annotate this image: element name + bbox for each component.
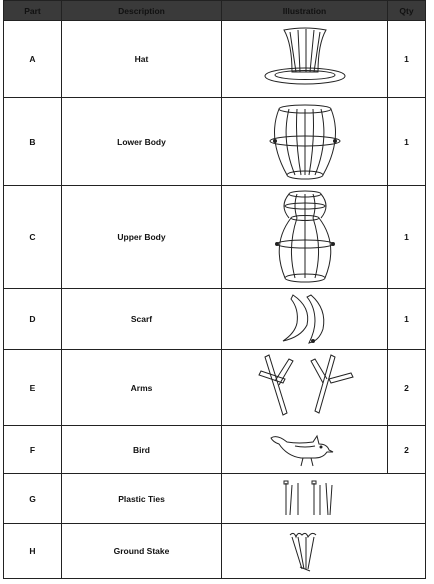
table-row — [4, 186, 426, 289]
part-illustration — [222, 350, 388, 426]
part-illustration — [222, 21, 388, 98]
part-qty: 2 — [388, 350, 426, 426]
parts-table — [3, 0, 426, 579]
header-description: Description — [62, 1, 222, 21]
part-description: Lower Body — [62, 98, 222, 186]
part-description: Scarf — [62, 289, 222, 350]
part-description: Bird — [62, 426, 222, 474]
scarf-frame-icon — [265, 291, 345, 347]
part-illustration — [222, 289, 388, 350]
part-letter: G — [4, 474, 62, 524]
parts-list — [3, 0, 426, 579]
table-row — [4, 350, 426, 426]
table-row — [4, 426, 426, 474]
table-row — [4, 98, 426, 186]
arms-frame-icon — [255, 353, 355, 423]
table-header-row — [4, 1, 426, 21]
hat-frame-icon — [260, 24, 350, 94]
part-illustration — [222, 186, 388, 289]
ground-stake-icon — [284, 529, 334, 573]
table-row — [4, 524, 426, 579]
part-letter: H — [4, 524, 62, 579]
part-letter: D — [4, 289, 62, 350]
part-illustration — [222, 474, 426, 524]
part-description: Plastic Ties — [62, 474, 222, 524]
header-illustration: Illustration — [222, 1, 388, 21]
lower-body-frame-icon — [265, 101, 345, 183]
table-row — [4, 21, 426, 98]
part-letter: A — [4, 21, 62, 98]
part-description: Hat — [62, 21, 222, 98]
upper-body-frame-icon — [265, 188, 345, 286]
part-illustration — [222, 524, 426, 579]
part-letter: B — [4, 98, 62, 186]
part-illustration — [222, 98, 388, 186]
part-letter: C — [4, 186, 62, 289]
header-part: Part — [4, 1, 62, 21]
table-row — [4, 474, 426, 524]
part-description: Upper Body — [62, 186, 222, 289]
header-qty: Qty — [388, 1, 426, 21]
part-qty: 1 — [388, 21, 426, 98]
plastic-ties-icon — [280, 479, 340, 519]
part-letter: F — [4, 426, 62, 474]
part-illustration — [222, 426, 388, 474]
part-qty: 1 — [388, 98, 426, 186]
part-qty: 2 — [388, 426, 426, 474]
part-description: Ground Stake — [62, 524, 222, 579]
part-letter: E — [4, 350, 62, 426]
bird-frame-icon — [265, 430, 345, 470]
part-qty: 1 — [388, 289, 426, 350]
part-description: Arms — [62, 350, 222, 426]
table-row — [4, 289, 426, 350]
part-qty: 1 — [388, 186, 426, 289]
